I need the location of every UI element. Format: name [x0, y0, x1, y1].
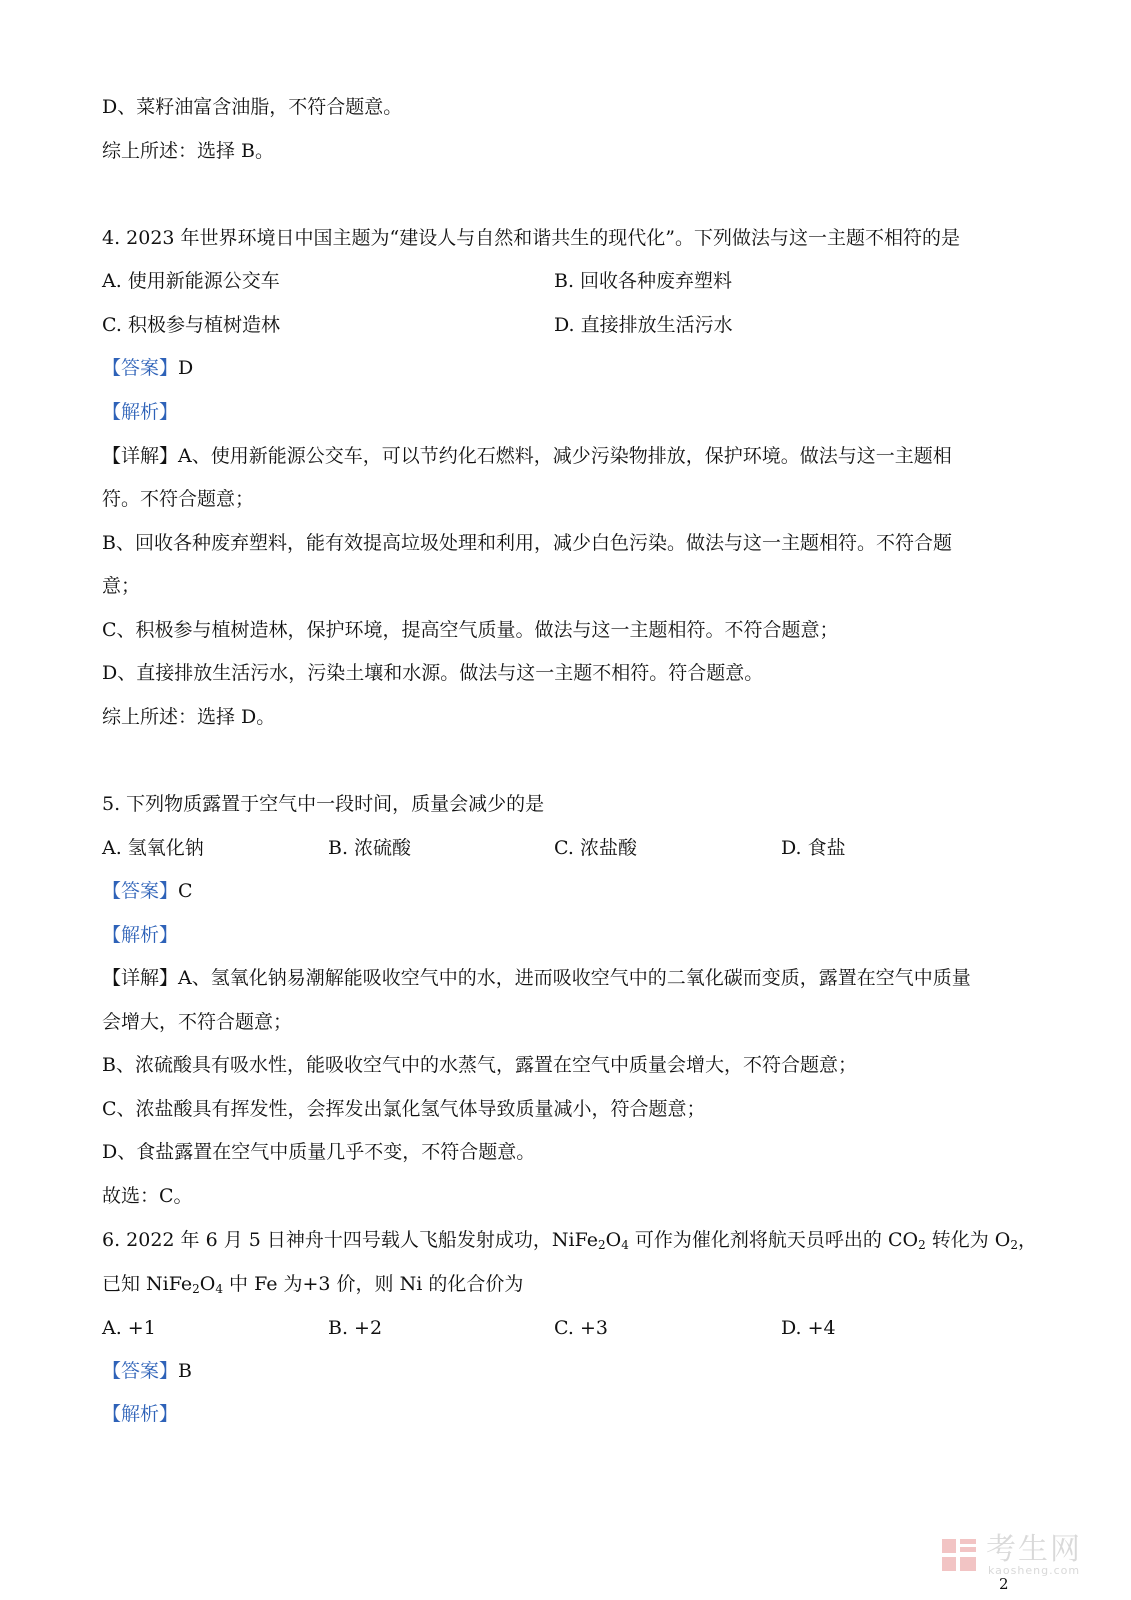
analysis-tag: 解析 — [121, 401, 160, 423]
q4-option-d: D. 直接排放生活污水 — [554, 314, 733, 336]
q6-answer-row: 【答案】B — [102, 1360, 193, 1382]
q5-option-b: B. 浓硫酸 — [328, 837, 412, 859]
answer-tag: 答案 — [121, 1360, 160, 1382]
q5-detail-line-4: C、浓盐酸具有挥发性，会挥发出氯化氢气体导致质量减小，符合题意； — [102, 1098, 706, 1120]
prev-summary: 综上所述：选择 B。 — [102, 140, 275, 162]
q4-detail-line-3: B、回收各种废弃塑料，能有效提高垃圾处理和利用，减少白色污染。做法与这一主题相符。不符合题 — [102, 532, 952, 554]
q4-answer-row: 【答案】D — [102, 357, 194, 379]
q4-detail-line-2: 符。不符合题意； — [102, 488, 255, 510]
q6-stem-line-1: 6. 2022 年 6 月 5 日神舟十四号载人飞船发射成功，$NiFe_2O_4$ 可作为催化剂将航天员呼出的 $CO_2$ 转化为 $O_2$， — [102, 1229, 1038, 1252]
q4-detail-line-5: C、积极参与植树造林，保护环境，提高空气质量。做法与这一主题相符。不符合题意； — [102, 619, 839, 641]
answer-tag: 答案 — [121, 880, 160, 902]
q5-stem: 5. 下列物质露置于空气中一段时间，质量会减少的是 — [102, 793, 545, 815]
q4-detail-line-4: 意； — [102, 575, 141, 597]
q6-analysis-row: 【解析】 — [102, 1403, 179, 1425]
q4-option-a: A. 使用新能源公交车 — [102, 270, 280, 292]
q6-option-c: C. +3 — [554, 1317, 608, 1339]
q5-analysis-row: 【解析】 — [102, 924, 179, 946]
analysis-tag: 解析 — [121, 1403, 160, 1425]
detail-tag: 详解 — [121, 967, 160, 989]
q5-detail-line-5: D、食盐露置在空气中质量几乎不变，不符合题意。 — [102, 1141, 536, 1163]
analysis-tag: 解析 — [121, 924, 160, 946]
q5-answer-row: 【答案】C — [102, 880, 193, 902]
detail-tag: 详解 — [121, 445, 160, 467]
q5-detail-line-2: 会增大，不符合题意； — [102, 1011, 293, 1033]
q4-answer: D — [178, 357, 194, 379]
q5-option-a: A. 氢氧化钠 — [102, 837, 204, 859]
q6-option-a: A. +1 — [102, 1317, 156, 1339]
q6-option-d: D. +4 — [781, 1317, 836, 1339]
q4-analysis-row: 【解析】 — [102, 401, 179, 423]
watermark-text: 考生网 — [986, 1531, 1082, 1567]
q5-answer: C — [178, 880, 193, 902]
q5-detail-line-3: B、浓硫酸具有吸水性，能吸收空气中的水蒸气，露置在空气中质量会增大，不符合题意； — [102, 1054, 857, 1076]
prev-option-d-analysis: D、菜籽油富含油脂，不符合题意。 — [102, 96, 403, 118]
q5-detail-line-1: 【详解】A、氢氧化钠易潮解能吸收空气中的水，进而吸收空气中的二氧化碳而变质，露置在空气中质量 — [102, 967, 971, 989]
q4-option-c: C. 积极参与植树造林 — [102, 314, 280, 336]
q6-stem-line-2: 已知 $NiFe_2O_4$ 中 Fe 为+3 价，则 Ni 的化合价为 — [102, 1273, 524, 1296]
q4-stem: 4. 2023 年世界环境日中国主题为“建设人与自然和谐共生的现代化”。下列做法与这一主题不相符的是 — [102, 227, 960, 249]
answer-tag: 答案 — [121, 357, 160, 379]
watermark-logo — [940, 1530, 1110, 1580]
kaosheng-logo-icon — [940, 1535, 980, 1575]
q5-option-c: C. 浓盐酸 — [554, 837, 637, 859]
q5-summary: 故选：C。 — [102, 1185, 193, 1207]
q6-option-b: B. +2 — [328, 1317, 383, 1339]
q4-option-b: B. 回收各种废弃塑料 — [554, 270, 733, 292]
q5-option-d: D. 食盐 — [781, 837, 846, 859]
watermark-url: kaosheng.com — [988, 1563, 1081, 1577]
q4-detail-line-1: 【详解】A、使用新能源公交车，可以节约化石燃料，减少污染物排放，保护环境。做法与这一主题相 — [102, 445, 952, 467]
q4-summary: 综上所述：选择 D。 — [102, 706, 276, 728]
q4-detail-line-6: D、直接排放生活污水，污染土壤和水源。做法与这一主题不相符。符合题意。 — [102, 662, 764, 684]
q6-answer: B — [178, 1360, 193, 1382]
page-number: 2 — [999, 1575, 1009, 1593]
